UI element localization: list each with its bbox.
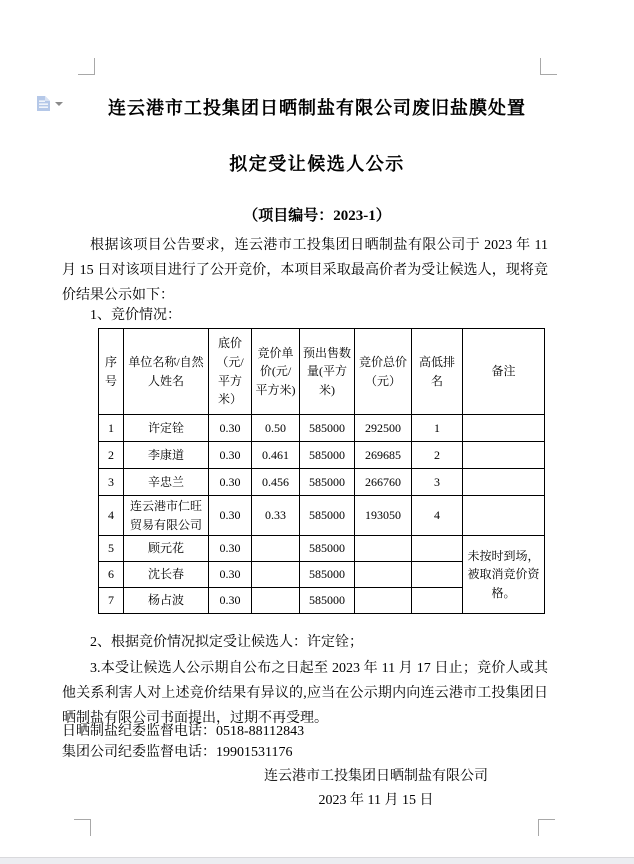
table-cell: 0.30: [209, 588, 252, 614]
table-cell: [355, 588, 412, 614]
table-cell: 0.30: [209, 496, 252, 536]
project-number: （项目编号：2023-1）: [243, 208, 391, 224]
table-cell: 585000: [300, 562, 355, 588]
column-header: 预出售数量(平方米): [300, 329, 355, 415]
table-cell: 许定铨: [124, 415, 209, 442]
bidding-results-table: [98, 328, 545, 614]
table-cell: 0.50: [252, 415, 300, 442]
table-cell: 585000: [300, 442, 355, 469]
section-1-label: 1、竞价情况：: [90, 308, 181, 323]
supervision-phone-group: 集团公司纪委监督电话：19901531176: [62, 745, 293, 760]
margin-crop-mark-bottom-right: [538, 819, 555, 836]
table-row: [99, 536, 545, 562]
table-cell: [463, 496, 545, 536]
table-cell: 0.30: [209, 415, 252, 442]
table-cell: 585000: [300, 415, 355, 442]
margin-crop-mark-top-right: [540, 58, 557, 75]
column-header: 高低排名: [412, 329, 463, 415]
table-cell: 李康道: [124, 442, 209, 469]
column-header: 底价（元/平方米）: [209, 329, 252, 415]
table-cell: 0.456: [252, 469, 300, 496]
table-cell: 2: [99, 442, 124, 469]
table-cell: [252, 588, 300, 614]
table-cell: [412, 562, 463, 588]
table-cell: [355, 536, 412, 562]
table-cell: 1: [99, 415, 124, 442]
table-row: [99, 415, 545, 442]
table-cell: 585000: [300, 536, 355, 562]
table-cell: [412, 588, 463, 614]
table-cell: 193050: [355, 496, 412, 536]
table-cell: 4: [412, 496, 463, 536]
table-cell: 269685: [355, 442, 412, 469]
table-cell: 0.461: [252, 442, 300, 469]
margin-crop-mark-top-left: [78, 58, 95, 75]
table-cell: 585000: [300, 496, 355, 536]
column-header: 单位名称/自然人姓名: [124, 329, 209, 415]
signature-date: 2023 年 11 月 15 日: [318, 793, 434, 808]
table-cell: 6: [99, 562, 124, 588]
document-title-line2: 拟定受让候选人公示: [229, 154, 405, 174]
table-cell: 沈长春: [124, 562, 209, 588]
paragraph-publicity-period: 3.本受让候选人公示期自公布之日起至 2023 年 11 月 17 日止；竞价人或其他关系利害人对上述竞价结果有异议的,应当在公示期内向连云港市工投集团日晒制盐有限公司书面提出，过期不再受理。: [62, 661, 548, 726]
table-cell: 0.30: [209, 536, 252, 562]
table-cell: 585000: [300, 469, 355, 496]
table-cell: 5: [99, 536, 124, 562]
table-cell: 0.33: [252, 496, 300, 536]
bid-table-body: [99, 415, 545, 614]
table-cell: 辛忠兰: [124, 469, 209, 496]
paragraph-intro: 根据该项目公告要求，连云港市工投集团日晒制盐有限公司于 2023 年 11 月 15 日对该项目进行了公开竞价，本项目采取最高价者为受让候选人，现将竞价结果公示如下：: [62, 238, 548, 303]
table-cell: 1: [412, 415, 463, 442]
table-row: [99, 442, 545, 469]
column-header: 竞价单价(元/平方米): [252, 329, 300, 415]
table-cell: 连云港市仁旺贸易有限公司: [124, 496, 209, 536]
table-cell: [463, 469, 545, 496]
page-bottom-gap: [0, 857, 634, 864]
table-cell: 3: [99, 469, 124, 496]
signature-company: 连云港市工投集团日晒制盐有限公司: [264, 769, 488, 784]
table-row: [99, 469, 545, 496]
paragraph-candidate: 2、根据竞价情况拟定受让候选人：许定铨；: [90, 635, 363, 650]
margin-crop-mark-bottom-left: [74, 819, 91, 836]
column-header: 竞价总价（元）: [355, 329, 412, 415]
supervision-phone-salt: 日晒制盐纪委监督电话：0518-88112843: [62, 724, 305, 739]
column-header: 备注: [463, 329, 545, 415]
table-cell: 3: [412, 469, 463, 496]
document-title-line1: 连云港市工投集团日晒制盐有限公司废旧盐膜处置: [108, 98, 526, 118]
table-cell: [463, 415, 545, 442]
bid-table-header-row: [99, 329, 545, 415]
table-cell: [355, 562, 412, 588]
table-cell: [252, 536, 300, 562]
table-cell: 7: [99, 588, 124, 614]
signature-block: [245, 765, 507, 813]
table-cell: [412, 536, 463, 562]
table-cell: 266760: [355, 469, 412, 496]
table-row: [99, 496, 545, 536]
table-cell: 4: [99, 496, 124, 536]
table-cell: 0.30: [209, 469, 252, 496]
column-header: 序号: [99, 329, 124, 415]
table-cell: 292500: [355, 415, 412, 442]
table-cell: 杨占波: [124, 588, 209, 614]
table-cell: 2: [412, 442, 463, 469]
table-cell: 0.30: [209, 442, 252, 469]
table-cell: 585000: [300, 588, 355, 614]
table-cell: [463, 442, 545, 469]
table-cell: 0.30: [209, 562, 252, 588]
table-cell: 顾元花: [124, 536, 209, 562]
merged-remark-cell: 未按时到场，被取消竞价资格。: [463, 536, 545, 614]
table-cell: [252, 562, 300, 588]
